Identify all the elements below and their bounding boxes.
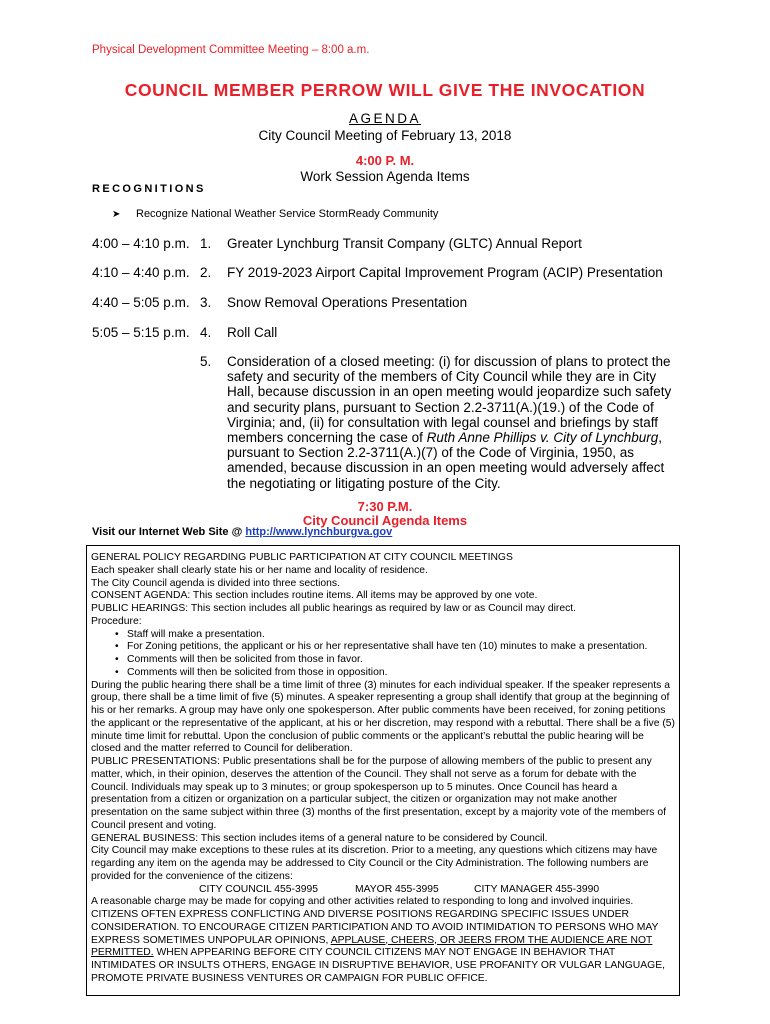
manager-phone: CITY MANAGER 455-3990 [474, 883, 600, 895]
website-link[interactable]: http://www.lynchburgva.gov [245, 526, 393, 538]
council-phone: CITY COUNCIL 455-3995 [199, 883, 319, 895]
phone-numbers [91, 884, 676, 897]
agenda-item-1 [92, 236, 582, 251]
item-time: 4:40 – 5:05 p.m. [92, 295, 190, 310]
conduct-text-after: WHEN APPEARING BEFORE CITY COUNCIL CITIZENS MAY NOT ENGAGE IN BEHAVIOR THAT INTIMIDATES OR INSULTS OTHERS, ENGAGE IN DISRUPTIVE BEHAVIOR, USE PROFANITY OR VULGAR LANGUAGE, PROMOTE PRIVATE BUSINESS VENTURES OR CAMPAIGN FOR PUBLIC OFFICE. [91, 947, 665, 984]
item-text: Snow Removal Operations Presentation [227, 295, 468, 310]
website-line [92, 526, 392, 538]
item-number: 3. [200, 295, 212, 310]
item-number: 1. [200, 236, 212, 251]
procedure-list [91, 629, 676, 680]
hearing-rules: During the public hearing there shall be a time limit of three (3) minutes for each individual speaker. If the speaker represents a group, there shall be a time limit of five (5) minutes. A speaker representing a group shall identify that group at the beginning of his or her remarks. A group may have only one spokesperson. After public comments have been received, for zoning petitions the applicant or the representative of the applicant, at his or her discretion, may respond with a rebuttal. There shall be a five (5) minute time limit for rebuttal. Upon the conclusion of public comments or the applicant’s rebuttal the public hearing will be closed and the matter referred to Council for deliberation. [91, 679, 675, 755]
agenda-item-3 [92, 295, 467, 310]
copying-charge: A reasonable charge may be made for copying and other activities related to responding to long and involved inquiries. [91, 896, 634, 908]
recognition-text: Recognize National Weather Service StormReady Community [136, 208, 439, 220]
procedure-label: Procedure: [91, 615, 142, 627]
item-time: 5:05 – 5:15 p.m. [92, 325, 190, 340]
closed-text-before: Consideration of a closed meeting: (i) for discussion of plans to protect the safety and security of the members of City Council while they are in City Hall, because discussion in an open meeting would jeopardize such safety and security plans, pursuant to Section 2.2-3711(A.)(19.) of the Code of Virginia; and, (ii) for consultation with legal counsel and briefings by staff members concerning the case of [227, 354, 672, 446]
evening-session [0, 500, 770, 528]
item-text: FY 2019-2023 Airport Capital Improvement Program (ACIP) Presentation [227, 265, 663, 280]
general-business: GENERAL BUSINESS: This section includes items of a general nature to be considered by Council. [91, 832, 548, 844]
recognitions-heading: RECOGNITIONS [92, 183, 206, 195]
item-text: Greater Lynchburg Transit Company (GLTC) Annual Report [227, 236, 582, 251]
policy-line: Each speaker shall clearly state his or her name and locality of residence. [91, 564, 428, 576]
list-item: • Comments will then be solicited from those in opposition. [127, 667, 676, 680]
item-number: 4. [200, 325, 212, 340]
invocation-heading: COUNCIL MEMBER PERROW WILL GIVE THE INVOCATION [124, 80, 646, 100]
policy-title: GENERAL POLICY REGARDING PUBLIC PARTICIPATION AT CITY COUNCIL MEETINGS [91, 552, 513, 563]
meeting-title: City Council Meeting of February 13, 2018 [258, 128, 512, 143]
public-hearings: PUBLIC HEARINGS: This section includes all public hearings as required by law or as Council may direct. [91, 603, 577, 614]
website-label: Visit our Internet Web Site @ [92, 526, 246, 538]
item-time: 4:10 – 4:40 p.m. [92, 265, 190, 280]
recognition-item [112, 208, 438, 220]
public-presentations: PUBLIC PRESENTATIONS: Public presentations shall be for the purpose of allowing members of the public to present any matter, which, in their opinion, deserves the attention of the Council. They shall not serve as a forum for debate with the Council. Individuals may speak up to 3 minutes; or group spokesperson up to 5 minutes. Once Council has heard a presentation from a citizen or organization on a particular subject, the citizen or organization may not make another presentation on the same subject within three (3) months of the first presentation, except by a majority vote of the members of Council present and voting. [91, 756, 666, 831]
policy-line: The City Council agenda is divided into three sections. [91, 577, 340, 589]
committee-meeting-note: Physical Development Committee Meeting – 8:00 a.m. [92, 44, 370, 56]
conduct-text: CITIZENS OFTEN EXPRESS CONFLICTING AND DIVERSE POSITIONS REGARDING SPECIFIC ISSUES UNDER CONSIDERATION. TO ENCOURAGE CITIZEN PARTICIPATION AND TO AVOID INTIMIDATION TO PERSONS WHO MAY EXPRESS SOMETIMES UNPOPULAR OPINIONS, [91, 909, 659, 946]
exceptions: City Council may make exceptions to these rules at its discretion. Prior to a meeting, any questions which citizens may have regarding any item on the agenda may be addressed to City Council or the City Administration. The following numbers are provided for the convenience of the citizens: [91, 845, 658, 882]
item-number: 2. [200, 265, 212, 280]
item-time: 4:00 – 4:10 p.m. [92, 236, 190, 251]
list-item: • Staff will make a presentation. [127, 629, 676, 642]
closed-meeting-number: 5. [200, 354, 212, 369]
arrow-bullet-icon: ➤ [112, 209, 121, 220]
agenda-item-4 [92, 325, 277, 340]
closed-text-after: , pursuant to Section 2.2-3711(A.)(7) of the Code of Virginia, 1950, as amended, because discussion in an open meeting would adversely affect the negotiating or litigating posture of the City. [227, 430, 665, 491]
conduct-underlined: APPLAUSE, CHEERS, OR JEERS FROM THE AUDIENCE ARE NOT PERMITTED. [91, 934, 653, 959]
work-session-title: Work Session Agenda Items [300, 169, 470, 184]
item-text: Roll Call [227, 325, 278, 340]
mayor-phone: MAYOR 455-3995 [355, 883, 439, 895]
session-time: 4:00 P. M. [355, 153, 415, 168]
list-item: • Comments will then be solicited from those in favor. [127, 654, 676, 667]
policy-box [86, 545, 680, 996]
conduct-notice [91, 909, 676, 986]
agenda-item-2 [92, 265, 663, 280]
list-item: • For Zoning petitions, the applicant or his or her representative shall have ten (10) minutes to make a presentation. [127, 641, 676, 654]
evening-time: 7:30 P.M. [357, 499, 413, 514]
consent-agenda: CONSENT AGENDA: This section includes routine items. All items may be approved by one vote. [91, 590, 538, 602]
case-name: Ruth Anne Phillips v. City of Lynchburg [426, 430, 659, 446]
evening-title: City Council Agenda Items [302, 513, 468, 528]
agenda-heading: AGENDA [348, 111, 421, 126]
closed-meeting-text [227, 354, 682, 491]
